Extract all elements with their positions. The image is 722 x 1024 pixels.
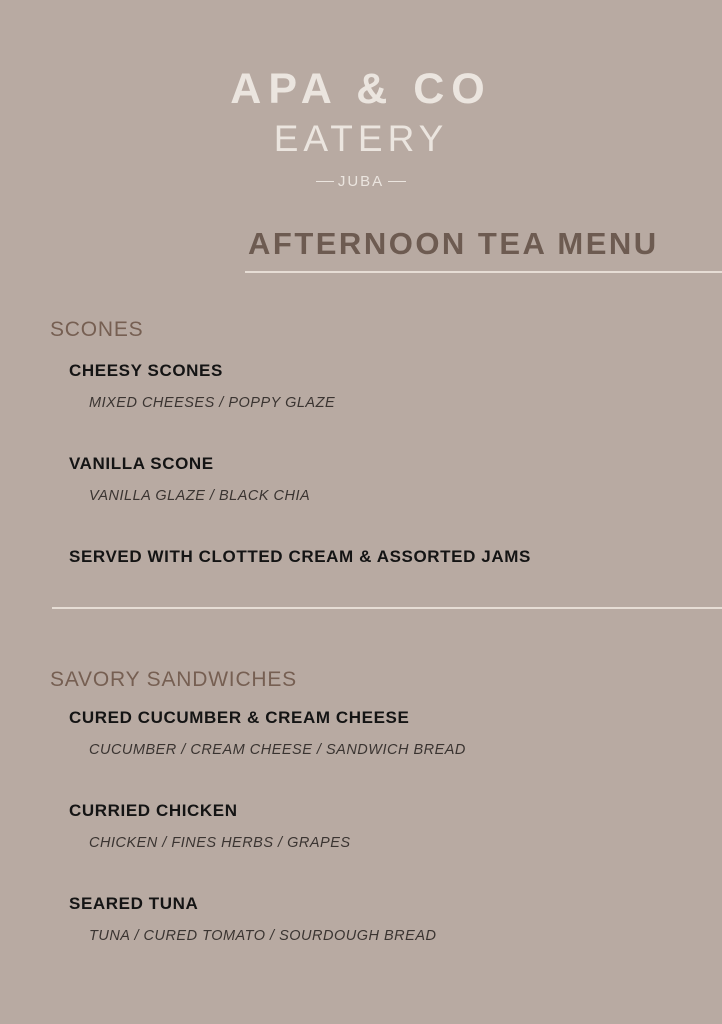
menu-item-name: CHEESY SCONES <box>69 361 223 380</box>
brand-name: APA & CO <box>230 65 492 113</box>
menu-item-description: VANILLA GLAZE / BLACK CHIA <box>89 488 311 504</box>
menu-item-description: MIXED CHEESES / POPPY GLAZE <box>89 395 336 411</box>
menu-item-name: VANILLA SCONE <box>69 454 214 473</box>
menu-title: AFTERNOON TEA MENU <box>248 226 659 261</box>
menu-item-name: SEARED TUNA <box>69 894 199 913</box>
brand-subtitle: EATERY <box>273 118 449 159</box>
location-left-dash <box>316 181 334 182</box>
section-divider <box>52 607 722 609</box>
menu-item-name: CURRIED CHICKEN <box>69 801 238 820</box>
menu-item-description: TUNA / CURED TOMATO / SOURDOUGH BREAD <box>89 928 437 944</box>
menu-item-name: CURED CUCUMBER & CREAM CHEESE <box>69 708 410 727</box>
menu-item-note: SERVED WITH CLOTTED CREAM & ASSORTED JAMS <box>69 547 531 566</box>
location-right-dash <box>388 181 406 182</box>
menu-item-description: CUCUMBER / CREAM CHEESE / SANDWICH BREAD <box>89 742 466 758</box>
brand-location <box>0 171 722 191</box>
menu-item-description: CHICKEN / FINES HERBS / GRAPES <box>89 835 351 851</box>
title-divider <box>245 271 722 273</box>
section-title-savory-sandwiches: SAVORY SANDWICHES <box>50 668 297 691</box>
brand-location-text: JUBA <box>337 172 385 190</box>
section-title-scones: SCONES <box>50 318 144 341</box>
